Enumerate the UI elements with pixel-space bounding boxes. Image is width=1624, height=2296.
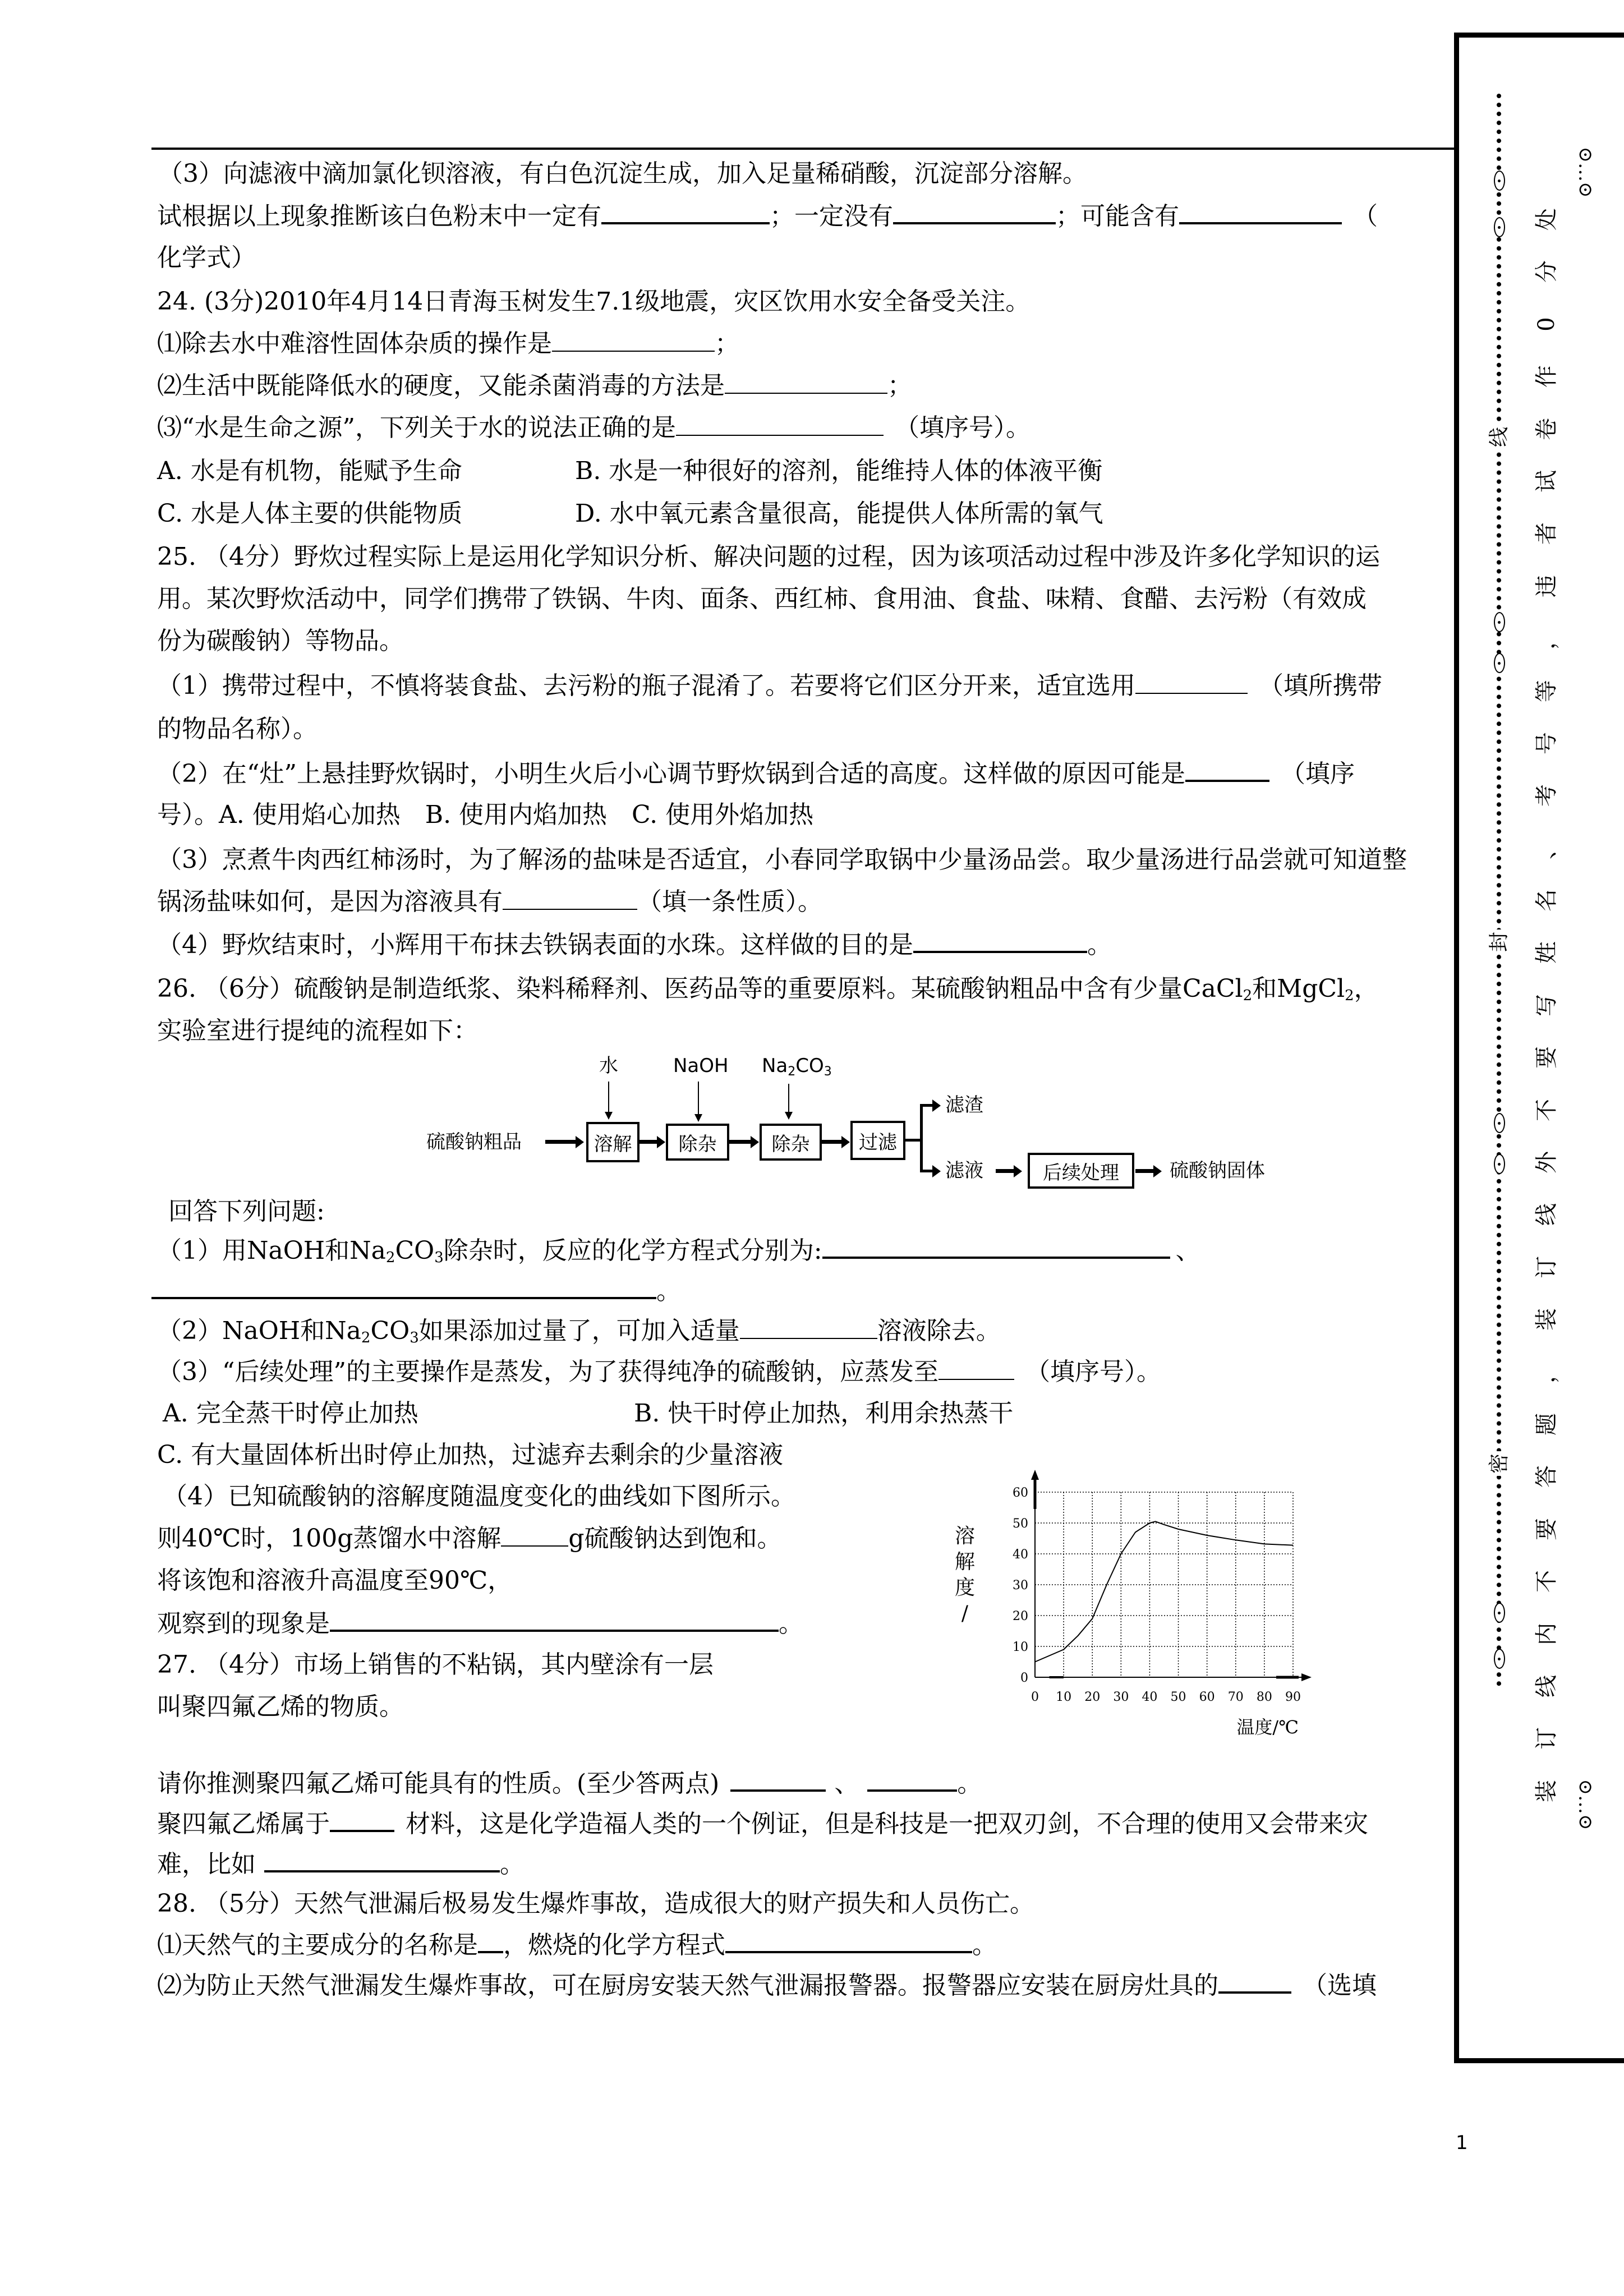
q25-p1-text: （1）携带过程中，不慎将装食盐、去污粉的瓶子混淆了。若要将它们区分开来，适宜选用 <box>157 671 1135 700</box>
q25-p2-options: 号）。A. 使用焰心加热 B. 使用内焰加热 C. 使用外焰加热 <box>157 800 814 829</box>
q27-answer-blank-3[interactable] <box>330 1807 394 1832</box>
q25-p2-hint: （填序 <box>1280 760 1355 788</box>
binding-notice-char: 卷 <box>1534 417 1559 440</box>
q25-p3b <box>157 886 822 918</box>
q26-sub-cacl2: 2 <box>1243 987 1253 1004</box>
binding-notice-text <box>1531 206 1562 1805</box>
na2co3-sub3: 3 <box>823 1065 832 1079</box>
x-tick-label: 10 <box>1056 1690 1072 1704</box>
binding-notice-char: 分 <box>1534 260 1559 283</box>
q25-p4-text: （4）野炊结束时，小辉用干布抹去铁锅表面的水珠。这样做的目的是 <box>157 931 913 959</box>
solubility-curve <box>1035 1521 1293 1662</box>
q24-answer-blank-3[interactable] <box>676 412 884 436</box>
q26-answer-blank-3[interactable] <box>938 1356 1014 1380</box>
q25-p1-tail: 的物品名称）。 <box>157 715 318 743</box>
q23-conclusion-a: 试根据以上现象推断该白色粉末中一定有 <box>157 202 601 231</box>
margin-mark-seal: 封 <box>1487 930 1512 954</box>
binding-notice-char: 名 <box>1534 889 1559 912</box>
branch-filtrate-head <box>932 1165 941 1177</box>
branch-residue-shaft <box>920 1104 933 1107</box>
q23-step3-text: （3）向滤液中滴加氯化钡溶液，有白色沉淀生成，加入足量稀硝酸，沉淀部分溶解。 <box>158 159 1087 188</box>
binding-notice-char: 等 <box>1534 679 1559 702</box>
q23-answer-blank-3[interactable] <box>1179 200 1342 224</box>
binding-notice-char: 订 <box>1534 1727 1559 1750</box>
x-axis-arrow-icon <box>1301 1673 1312 1681</box>
q24-option-b: B. 水是一种很好的溶剂，能维持人体的体液平衡 <box>575 457 1103 485</box>
solubility-chart <box>948 1467 1352 1759</box>
binding-notice-char: 处 <box>1534 208 1559 231</box>
y-tick-label: 60 <box>1013 1486 1028 1500</box>
q27-line4-text2: 材料，这是化学造福人类的一个例证，但是科技是一把双刃剑，不合理的使用又会带来灾 <box>406 1810 1368 1838</box>
q26-p1-sub3: 3 <box>434 1249 444 1266</box>
arrow-na2co3-shaft <box>788 1084 789 1113</box>
flow-residue-label: 滤渣 <box>945 1094 983 1116</box>
q24-option-d: D. 水中氧元素含量很高，能提供人体所需的氧气 <box>575 499 1103 528</box>
flow-step-filter: 过滤 <box>850 1121 905 1160</box>
arrow-shaft-post <box>996 1169 1015 1173</box>
q26-p4b <box>157 1523 782 1554</box>
binding-notice-char: 内 <box>1534 1622 1559 1645</box>
q26-p4e <box>157 1607 803 1639</box>
na2co3-co: CO <box>795 1055 824 1077</box>
y-axis-arrow-icon <box>1031 1470 1039 1480</box>
na2co3-na: Na <box>762 1055 788 1077</box>
flow-step-post-processing: 后续处理 <box>1028 1153 1134 1189</box>
flow-step-remove-impurity-2: 除杂 <box>760 1124 822 1161</box>
q25-p1-hint: （填所携带 <box>1259 671 1382 700</box>
binding-notice-char: 题 <box>1534 1412 1559 1435</box>
q23-answer-blank-1[interactable] <box>601 200 770 224</box>
q25-stem-line1: 25. （4分）野炊过程实际上是运用化学知识分析、解决问题的过程，因为该项活动过程中涉及许多化学知识的运 <box>157 542 1380 571</box>
q26-p2-co: CO <box>370 1317 410 1345</box>
q25-answer-blank-3[interactable] <box>503 886 637 910</box>
q26-p3-end: （填序号）。 <box>1025 1358 1161 1386</box>
na2co3-sub2: 2 <box>788 1065 796 1079</box>
q25-p2-text: （2）在“灶”上悬挂野炊锅时，小明生火后小心调节野炊锅到合适的高度。这样做的原因可能是 <box>157 760 1185 788</box>
q23-conclusion <box>157 200 1378 231</box>
q26-p1-text2: 除杂时，反应的化学方程式分别为: <box>443 1236 822 1265</box>
margin-mark-secret: 密 <box>1487 1451 1512 1476</box>
q24-p2-text: ⑵生活中既能降低水的硬度，又能杀菌消毒的方法是 <box>157 371 725 400</box>
seal-ring-icon <box>1494 612 1505 632</box>
binding-notice-char: 订 <box>1534 1255 1559 1278</box>
q27-line3-end: 。 <box>957 1769 982 1798</box>
q24-p3 <box>157 412 1030 444</box>
q25-stem-line2: 用。某次野炊活动中，同学们携带了铁锅、牛肉、面条、西红柿、食用油、食盐、味精、食醋、去污粉（有效成 <box>157 585 1367 613</box>
q24-p2 <box>157 370 912 402</box>
binding-notice-char: 姓 <box>1534 941 1559 964</box>
x-tick-label: 30 <box>1113 1690 1129 1704</box>
binding-notice-char: 、 <box>1534 836 1559 859</box>
q26-stem-text: 26. （6分）硫酸钠是制造纸浆、染料稀释剂、医药品等的重要原料。某硫酸钠粗品中含有少量CaCl <box>157 974 1243 1003</box>
purification-flow-diagram <box>426 1055 1380 1195</box>
arrow-head-post <box>1014 1165 1022 1177</box>
q24-p1-text: ⑴除去水中难溶性固体杂质的操作是 <box>157 329 552 358</box>
solubility-chart-svg <box>948 1467 1352 1759</box>
x-tick-label: 20 <box>1084 1690 1101 1704</box>
q28-p1-text2: ，燃烧的化学方程式 <box>503 1931 725 1959</box>
q26-p1-line2 <box>151 1274 681 1306</box>
flow-filtrate-label: 滤液 <box>945 1159 983 1182</box>
binding-notice-char: 者 <box>1534 522 1559 545</box>
y-axis-label-char: 溶 <box>954 1525 976 1548</box>
x-tick-label: 0 <box>1031 1690 1039 1704</box>
y-tick-label: 10 <box>1013 1640 1028 1654</box>
q26-option-b: B. 快干时停止加热，利用余热蒸干 <box>634 1399 1014 1428</box>
q23-conclusion-c: ；可能含有 <box>1056 202 1179 231</box>
q24-answer-blank-2[interactable] <box>725 370 887 394</box>
q26-answer-blank-2[interactable] <box>740 1315 877 1339</box>
q26-p2-text2: 如果添加过量了，可加入适量 <box>418 1317 740 1345</box>
seal-ring-icon <box>1494 653 1505 673</box>
q26-stem-mgcl: 和MgCl <box>1252 974 1345 1003</box>
x-axis-label: 温度/℃ <box>1236 1717 1299 1738</box>
branch-stub <box>905 1139 921 1142</box>
branch-vertical <box>920 1104 923 1172</box>
q26-p3-text: （3）“后续处理”的主要操作是蒸发，为了获得纯净的硫酸钠，应蒸发至 <box>157 1358 938 1386</box>
seal-ring-icon <box>1494 217 1505 237</box>
q24-p2-end: ； <box>887 371 912 400</box>
page-number: 1 <box>1456 2132 1468 2154</box>
q23-answer-blank-2[interactable] <box>893 200 1056 224</box>
q25-p4 <box>157 928 1112 960</box>
binding-notice-char: 要 <box>1534 1046 1559 1069</box>
y-tick-label: 0 <box>1020 1671 1028 1685</box>
q26-p4-text5: 观察到的现象是 <box>157 1609 330 1638</box>
flow-output-label: 硫酸钠固体 <box>1170 1159 1265 1182</box>
q26-p4-text2: 则40℃时，100g蒸馏水中溶解 <box>157 1524 502 1553</box>
reagent-water-label: 水 <box>599 1055 618 1077</box>
binding-notice-char: 号 <box>1534 731 1559 754</box>
flow-step-dissolve: 溶解 <box>586 1122 640 1162</box>
binding-notice-char: 装 <box>1534 1779 1559 1802</box>
q26-p1-text: （1）用NaOH和Na <box>157 1236 386 1265</box>
arrow-water-head <box>605 1112 613 1120</box>
binding-notice-char: 装 <box>1534 1308 1559 1331</box>
q25-p3-tail: 锅汤盐味如何，是因为溶液具有 <box>157 887 503 916</box>
q23-conclusion-b: ；一定没有 <box>770 202 893 231</box>
q26-option-a: A. 完全蒸干时停止加热 <box>163 1399 418 1428</box>
x-tick-label: 80 <box>1256 1690 1272 1704</box>
q27-line5-text: 难，比如 <box>157 1850 256 1879</box>
arrow-na2co3-head <box>785 1112 793 1120</box>
seal-symbol-top-text: ⊙…⊙ <box>1574 146 1597 198</box>
exam-content <box>151 0 1453 2076</box>
binding-notice-char: 0 <box>1534 317 1559 332</box>
q26-equation-blank-1[interactable] <box>822 1234 1170 1259</box>
x-tick-label: 70 <box>1227 1690 1244 1704</box>
arrow-naoh-shaft <box>698 1082 699 1115</box>
binding-notice-char: 考 <box>1534 784 1559 807</box>
q26-answer-blank-4[interactable] <box>501 1523 568 1547</box>
q28-p2-hint: （选填 <box>1303 1971 1377 2000</box>
q27-answer-blank-4[interactable] <box>264 1848 500 1872</box>
seal-ring-icon <box>1494 171 1505 191</box>
q27-line4 <box>157 1807 1368 1839</box>
seal-ring-icon <box>1494 1603 1505 1623</box>
binding-dotted-line <box>1497 94 1501 1687</box>
chart-grid <box>1035 1492 1293 1677</box>
binding-margin <box>1459 38 1624 2058</box>
q23-conclusion-d: （ <box>1353 202 1378 231</box>
q27-line4-text: 聚四氟乙烯属于 <box>157 1810 330 1838</box>
binding-notice-char: 不 <box>1534 1098 1559 1121</box>
q28-equation-blank[interactable] <box>725 1929 972 1953</box>
q28-p1-text: ⑴天然气的主要成分的名称是 <box>157 1931 478 1959</box>
q24-p1-end: ； <box>715 329 739 358</box>
x-tick-label: 60 <box>1199 1690 1215 1704</box>
q28-answer-blank-1[interactable] <box>478 1929 503 1953</box>
x-tick-label: 50 <box>1170 1690 1186 1704</box>
q24-option-c: C. 水是人体主要的供能物质 <box>157 499 463 528</box>
seal-symbol-top <box>1574 139 1597 206</box>
y-tick-label: 40 <box>1013 1548 1028 1562</box>
q26-p1-sub2: 2 <box>385 1249 395 1266</box>
q25-p4-end: 。 <box>1087 931 1112 959</box>
q27-line3-sep: 、 <box>834 1769 859 1798</box>
y-tick-label: 20 <box>1013 1609 1028 1623</box>
q24-p3-text: ⑶“水是生命之源”，下列关于水的说法正确的是 <box>157 413 676 442</box>
reagent-na2co3-label <box>762 1055 832 1077</box>
binding-notice-char: 写 <box>1534 993 1559 1016</box>
x-tick-label: 90 <box>1285 1690 1301 1704</box>
q26-stem-line1 <box>157 973 1379 1005</box>
q25-answer-blank-4[interactable] <box>913 928 1087 953</box>
arrow-naoh-head <box>694 1114 702 1122</box>
q26-stem-line2: 实验室进行提纯的流程如下： <box>157 1016 478 1045</box>
q27-line1: 27. （4分）市场上销售的不粘锅，其内壁涂有一层 <box>157 1650 714 1679</box>
q27-answer-blank-1[interactable] <box>730 1767 826 1792</box>
seal-symbol-bottom-text: ⊙…⊙ <box>1574 1779 1597 1830</box>
q24-p1 <box>157 328 739 360</box>
q28-p2-text: ⑵为防止天然气泄漏发生爆炸事故，可在厨房安装天然气泄漏报警器。报警器应安装在厨房灶具的 <box>157 1971 1218 2000</box>
q24-p3-end: （填序号）。 <box>895 413 1030 442</box>
q23-conclusion-e: 化学式） <box>157 243 256 272</box>
q27-answer-blank-2[interactable] <box>867 1767 957 1792</box>
flow-input-label: 硫酸钠粗品 <box>426 1131 522 1153</box>
q26-answer-intro: 回答下列问题: <box>168 1197 325 1226</box>
q28-stem: 28. （5分）天然气泄漏后极易发生爆炸事故，造成很大的财产损失和人员伤亡。 <box>157 1889 1034 1918</box>
chart-series <box>1035 1521 1293 1662</box>
arrow-shaft-input <box>545 1140 577 1144</box>
q28-answer-blank-2[interactable] <box>1218 1969 1291 1994</box>
q26-p2-sub3: 3 <box>410 1329 419 1346</box>
q26-p1-sep: 、 <box>1175 1236 1200 1265</box>
binding-notice-char: 要 <box>1534 1517 1559 1540</box>
q25-answer-blank-1[interactable] <box>1135 670 1248 694</box>
x-tick-label: 40 <box>1142 1690 1158 1704</box>
binding-notice-char: 试 <box>1534 470 1559 493</box>
q26-p1-end: 。 <box>656 1277 681 1305</box>
branch-filtrate-shaft <box>920 1170 933 1172</box>
branch-residue-head <box>932 1099 941 1112</box>
q26-p2-end: 溶液除去。 <box>877 1317 1001 1345</box>
q26-p1-co: CO <box>395 1236 435 1265</box>
chart-ticks <box>1013 1486 1301 1704</box>
q27-line2: 叫聚四氟乙烯的物质。 <box>157 1692 404 1721</box>
q26-sub-mgcl2: 2 <box>1345 987 1354 1004</box>
q26-p1 <box>157 1234 1200 1266</box>
y-axis-label-char: / <box>961 1602 969 1625</box>
reagent-naoh-label: NaOH <box>673 1055 729 1077</box>
q27-line5 <box>157 1848 525 1879</box>
q25-p2 <box>157 757 1355 789</box>
seal-ring-icon <box>1494 1649 1505 1669</box>
q26-p4-text3: g硫酸钠达到饱和。 <box>568 1524 782 1553</box>
q26-p2-sub2: 2 <box>361 1329 371 1346</box>
q25-p1 <box>157 670 1382 702</box>
binding-notice-char: 违 <box>1534 574 1559 597</box>
q23-step3 <box>158 158 1087 190</box>
margin-mark-line: 线 <box>1487 425 1512 449</box>
q24-answer-blank-1[interactable] <box>552 328 715 352</box>
arrow-shaft-output <box>1135 1169 1154 1173</box>
q28-p2 <box>157 1969 1377 2000</box>
q25-p3-text: （3）烹煮牛肉西红柿汤时，为了解汤的盐味是否适宜，小春同学取锅中少量汤品尝。取少量汤进行品尝就可知道整 <box>157 845 1407 874</box>
arrow-shaft-1 <box>640 1140 658 1144</box>
q28-p1 <box>157 1929 997 1960</box>
q24-stem: 24. (3分)2010年4月14日青海玉树发生7.1级地震，灾区饮用水安全备受关注。 <box>157 287 1030 316</box>
seal-ring-icon <box>1494 1113 1505 1133</box>
q26-equation-blank-2[interactable] <box>151 1274 656 1299</box>
q26-stem-comma: ， <box>1354 974 1379 1003</box>
arrow-head-input <box>576 1136 584 1148</box>
flow-step-remove-impurity-1: 除杂 <box>666 1124 729 1161</box>
q26-p2-text: （2）NaOH和Na <box>157 1317 361 1345</box>
chart-labels <box>955 1525 1299 1738</box>
q24-option-a: A. 水是有机物，能赋予生命 <box>157 457 462 485</box>
seal-symbol-bottom <box>1574 1771 1597 1838</box>
arrow-head-3 <box>841 1136 850 1148</box>
arrow-shaft-2 <box>729 1140 752 1144</box>
arrow-shaft-3 <box>822 1140 843 1144</box>
arrow-head-2 <box>751 1136 759 1148</box>
arrow-head-output <box>1153 1165 1162 1177</box>
binding-notice-char: 不 <box>1534 1570 1559 1593</box>
q26-p2 <box>157 1315 1001 1347</box>
binding-notice-char: 作 <box>1534 365 1559 388</box>
y-axis-label-char: 解 <box>954 1550 976 1573</box>
y-tick-label: 50 <box>1013 1517 1028 1531</box>
q26-p4-end: 。 <box>779 1609 803 1638</box>
q25-p3-hint: （填一条性质）。 <box>637 887 822 916</box>
q25-answer-blank-2[interactable] <box>1185 757 1269 782</box>
arrow-head-1 <box>657 1136 665 1148</box>
q26-option-c: C. 有大量固体析出时停止加热，过滤弃去剩余的少量溶液 <box>157 1441 784 1469</box>
binding-notice-char: 线 <box>1534 1674 1559 1697</box>
binding-notice-char: 线 <box>1534 1203 1559 1226</box>
arrow-water-shaft <box>608 1082 609 1113</box>
y-axis-label-char: 度 <box>954 1576 976 1599</box>
q25-stem-line3: 份为碳酸钠）等物品。 <box>157 627 404 655</box>
q26-p4-text4: 将该饱和溶液升高温度至90℃， <box>157 1566 513 1595</box>
binding-notice-char: 外 <box>1534 1151 1559 1174</box>
q27-line5-end: 。 <box>500 1850 525 1879</box>
q26-answer-blank-5[interactable] <box>330 1607 779 1632</box>
seal-ring-icon <box>1494 1154 1505 1174</box>
q27-line3 <box>157 1767 982 1798</box>
binding-notice-char: 答 <box>1534 1465 1559 1488</box>
q27-line3-text: 请你推测聚四氟乙烯可能具有的性质。(至少答两点) <box>157 1769 720 1798</box>
q26-p3 <box>157 1356 1161 1388</box>
y-tick-label: 30 <box>1013 1579 1028 1593</box>
q26-p4-text: （4）已知硫酸钠的溶解度随温度变化的曲线如下图所示。 <box>163 1482 795 1511</box>
binding-notice-char: ， <box>1534 627 1559 650</box>
binding-notice-char: ， <box>1534 1360 1559 1383</box>
q28-p1-end: 。 <box>972 1931 997 1959</box>
chart-axes <box>1031 1470 1312 1681</box>
